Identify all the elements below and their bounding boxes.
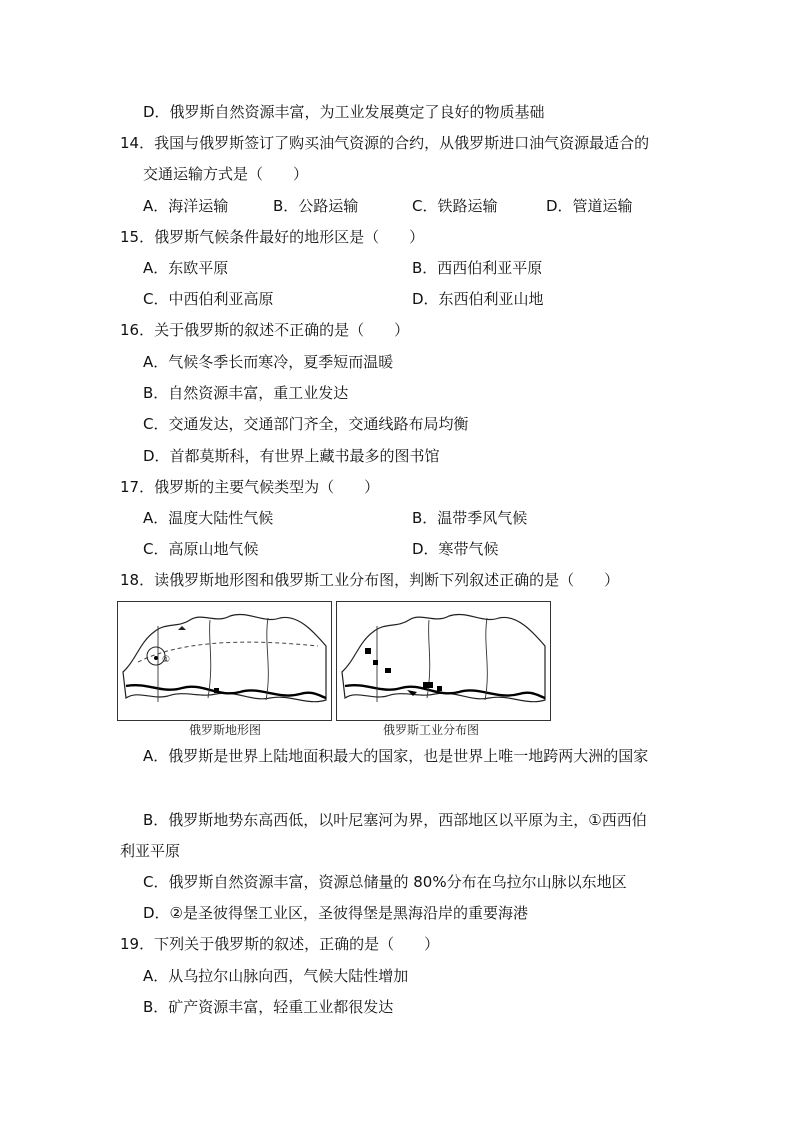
q14-option-c: C．铁路运输 (412, 197, 498, 215)
q17-option-b: B．温带季风气候 (412, 509, 528, 527)
q16-stem: 16．关于俄罗斯的叙述不正确的是（ ） (120, 321, 410, 339)
q14-stem-line1: 14．我国与俄罗斯签订了购买油气资源的合约，从俄罗斯进口油气资源最适合的 (120, 134, 650, 152)
q18-option-a: A．俄罗斯是世界上陆地面积最大的国家，也是世界上唯一地跨两大洲的国家 (143, 747, 649, 765)
q14-option-b: B．公路运输 (273, 197, 359, 215)
q13-option-d: D．俄罗斯自然资源丰富，为工业发展奠定了良好的物质基础 (143, 103, 545, 121)
q18-maps (117, 601, 547, 741)
q17-option-a: A．温度大陆性气候 (143, 509, 274, 527)
terrain-map-graphic (118, 602, 331, 720)
q16-option-b: B．自然资源丰富，重工业发达 (143, 384, 349, 402)
q15-option-d: D．东西伯利亚山地 (412, 290, 544, 308)
q16-option-a: A．气候冬季长而寒冷，夏季短而温暖 (143, 353, 394, 371)
q16-option-c: C．交通发达，交通部门齐全，交通线路布局均衡 (143, 415, 469, 433)
q14-option-a: A．海洋运输 (143, 197, 229, 215)
q18-stem: 18．读俄罗斯地形图和俄罗斯工业分布图，判断下列叙述正确的是（ ） (120, 571, 620, 589)
q18-option-b-line2: 利亚平原 (120, 842, 181, 860)
q18-option-c: C．俄罗斯自然资源丰富，资源总储量的 80%分布在乌拉尔山脉以东地区 (143, 873, 627, 891)
q14-stem-line2: 交通运输方式是（ ） (143, 165, 309, 183)
q15-option-c: C．中西伯利亚高原 (143, 290, 274, 308)
q17-stem: 17．俄罗斯的主要气候类型为（ ） (120, 478, 380, 496)
q14-option-d: D．管道运输 (546, 197, 633, 215)
q19-option-a: A．从乌拉尔山脉向西，气候大陆性增加 (143, 967, 409, 985)
map-marker-1: ① (162, 655, 171, 665)
q16-option-d: D．首都莫斯科，有世界上藏书最多的图书馆 (143, 447, 440, 465)
map-industry (336, 601, 551, 721)
q15-stem: 15．俄罗斯气候条件最好的地形区是（ ） (120, 228, 425, 246)
map-industry-caption: 俄罗斯工业分布图 (383, 723, 480, 737)
q15-option-a: A．东欧平原 (143, 259, 229, 277)
q19-stem: 19．下列关于俄罗斯的叙述，正确的是（ ） (120, 935, 440, 953)
q15-option-b: B．西西伯利亚平原 (412, 259, 543, 277)
map-terrain (117, 601, 332, 721)
map-terrain-caption: 俄罗斯地形图 (189, 723, 262, 737)
q18-option-d: D．②是圣彼得堡工业区，圣彼得堡是黑海沿岸的重要海港 (143, 904, 529, 922)
industry-map-graphic (337, 602, 550, 720)
q18-option-b-line1: B．俄罗斯地势东高西低，以叶尼塞河为界，西部地区以平原为主，①西西伯 (143, 811, 647, 829)
q19-option-b: B．矿产资源丰富，轻重工业都很发达 (143, 998, 394, 1016)
q17-option-d: D．寒带气候 (412, 540, 499, 558)
q17-option-c: C．高原山地气候 (143, 540, 259, 558)
